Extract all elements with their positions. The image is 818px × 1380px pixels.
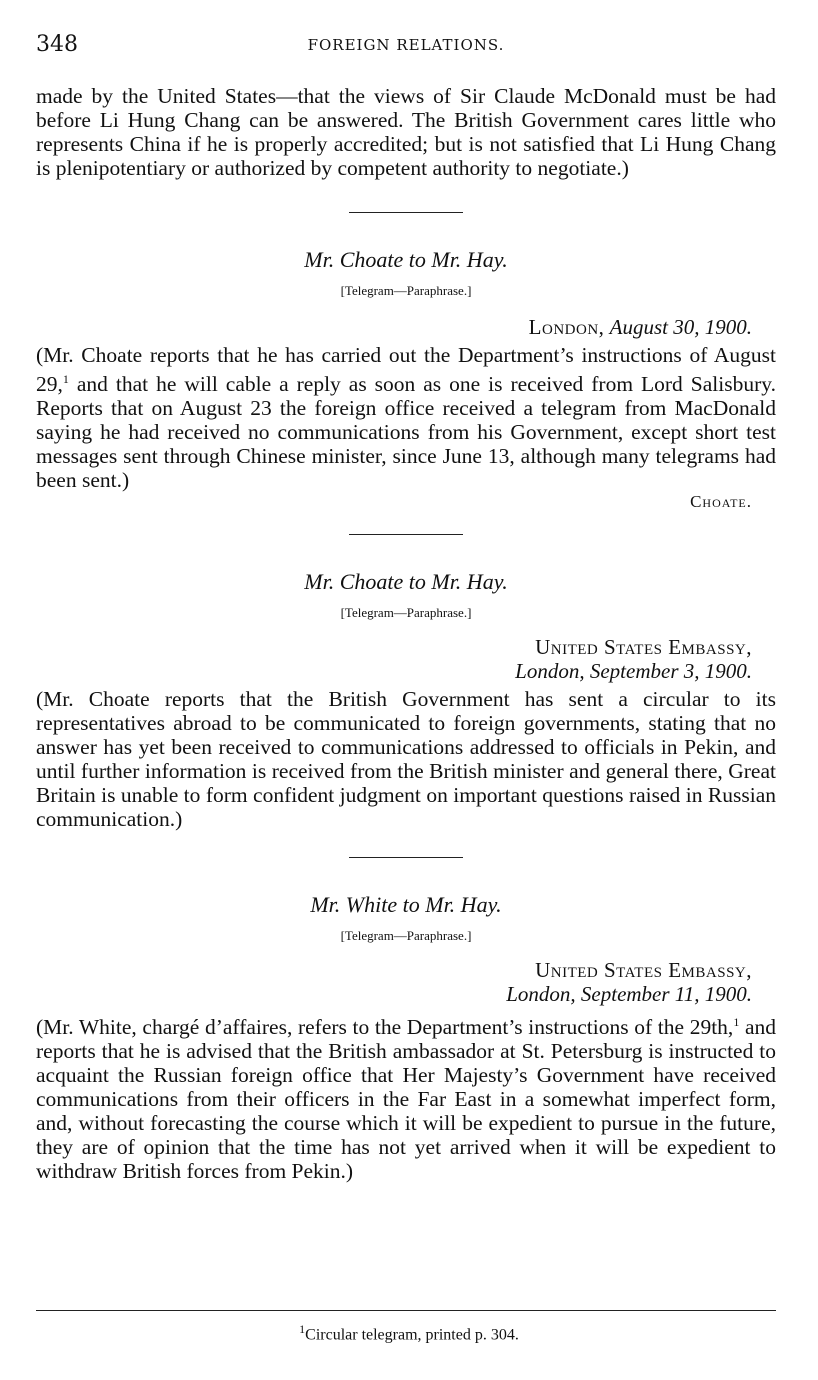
document-heading: Mr. Choate to Mr. Hay. <box>304 569 508 595</box>
separator-rule <box>349 212 463 213</box>
document-heading: Mr. White to Mr. Hay. <box>310 892 502 918</box>
separator-rule <box>349 534 463 535</box>
footnote-marker: 1 <box>299 1322 306 1336</box>
document-choate-aug-30 <box>36 212 776 512</box>
dateline-date: London, September 3, 1900. <box>515 659 752 684</box>
dateline-date: August 30, 1900. <box>609 315 752 339</box>
document-white-sep-11 <box>36 857 776 1183</box>
dateline-date: London, September 11, 1900. <box>506 982 752 1007</box>
document-choate-sep-3 <box>36 534 776 831</box>
footnote-rule <box>36 1310 776 1311</box>
document-heading: Mr. Choate to Mr. Hay. <box>304 247 508 272</box>
running-head: FOREIGN RELATIONS. <box>307 36 505 54</box>
telegram-subhead: [Telegram—Paraphrase.] <box>340 928 472 944</box>
document-body <box>36 343 776 492</box>
body-text: (Mr. White, chargé d’affaires, refers to the Department’s instructions of the 29th, <box>36 1015 734 1040</box>
body-text: (Mr. Choate reports that he has carried out the Department’s instructions of August 29, <box>36 343 776 397</box>
dateline-office: United States Embassy, <box>535 958 752 983</box>
body-text: and reports that he is advised that the British ambassador at St. Petersburg is instructed to acquaint the Russian foreign office that Her Majesty’s Government have received communications from their officers in the Far East in a somewhat imperfect form, and, without forecasting the course which it will be expedient to pursue in the future, they are of opinion that the time has not yet arrived when it will be expedient to withdraw British forces from Pekin.) <box>36 1015 776 1184</box>
body-text: and that he will cable a reply as soon as one is received from Lord Salisbury. Reports that on August 23 the foreign office received a telegram from MacDonald saying he had received no communications from his Government, except short test messages sent through Chinese minister, since June 13, although many telegrams had been sent.) <box>36 372 776 493</box>
footnote-ref: 1 <box>733 1015 740 1030</box>
separator-rule <box>349 857 463 858</box>
document-body: (Mr. Choate reports that the British Government has sent a circular to its representatives abroad to be communicated to foreign governments, stating that no answer has yet been received to communications addressed to officials in Pekin, and until further information is received from the British minister and general there, Great Britain is unable to form confident judgment on important questions raised in Russian communication.) <box>36 687 776 832</box>
document-body <box>36 1010 776 1183</box>
telegram-subhead: [Telegram—Paraphrase.] <box>340 605 472 621</box>
page <box>36 32 776 1183</box>
signature: Choate. <box>690 492 752 512</box>
continuation-paragraph: made by the United States—that the views of Sir Claude McDonald must be had before Li Hung Chang can be answered. The British Government cares little who represents China if he is properly accredited; but is not satisfied that Li Hung Chang is plenipotentiary or authorized by competent authority to negotiate.) <box>36 84 776 180</box>
page-number: 348 <box>36 32 78 57</box>
dateline <box>36 315 776 339</box>
footnote-text: Circular telegram, printed p. 304. <box>305 1326 519 1344</box>
page-header <box>36 32 776 62</box>
dateline-office: United States Embassy, <box>535 635 752 660</box>
dateline <box>36 958 776 1006</box>
footnote-ref: 1 <box>62 372 69 386</box>
dateline-place: London, <box>528 315 605 339</box>
dateline <box>36 635 776 683</box>
footnote <box>0 1322 818 1344</box>
telegram-subhead: [Telegram—Paraphrase.] <box>340 283 472 298</box>
